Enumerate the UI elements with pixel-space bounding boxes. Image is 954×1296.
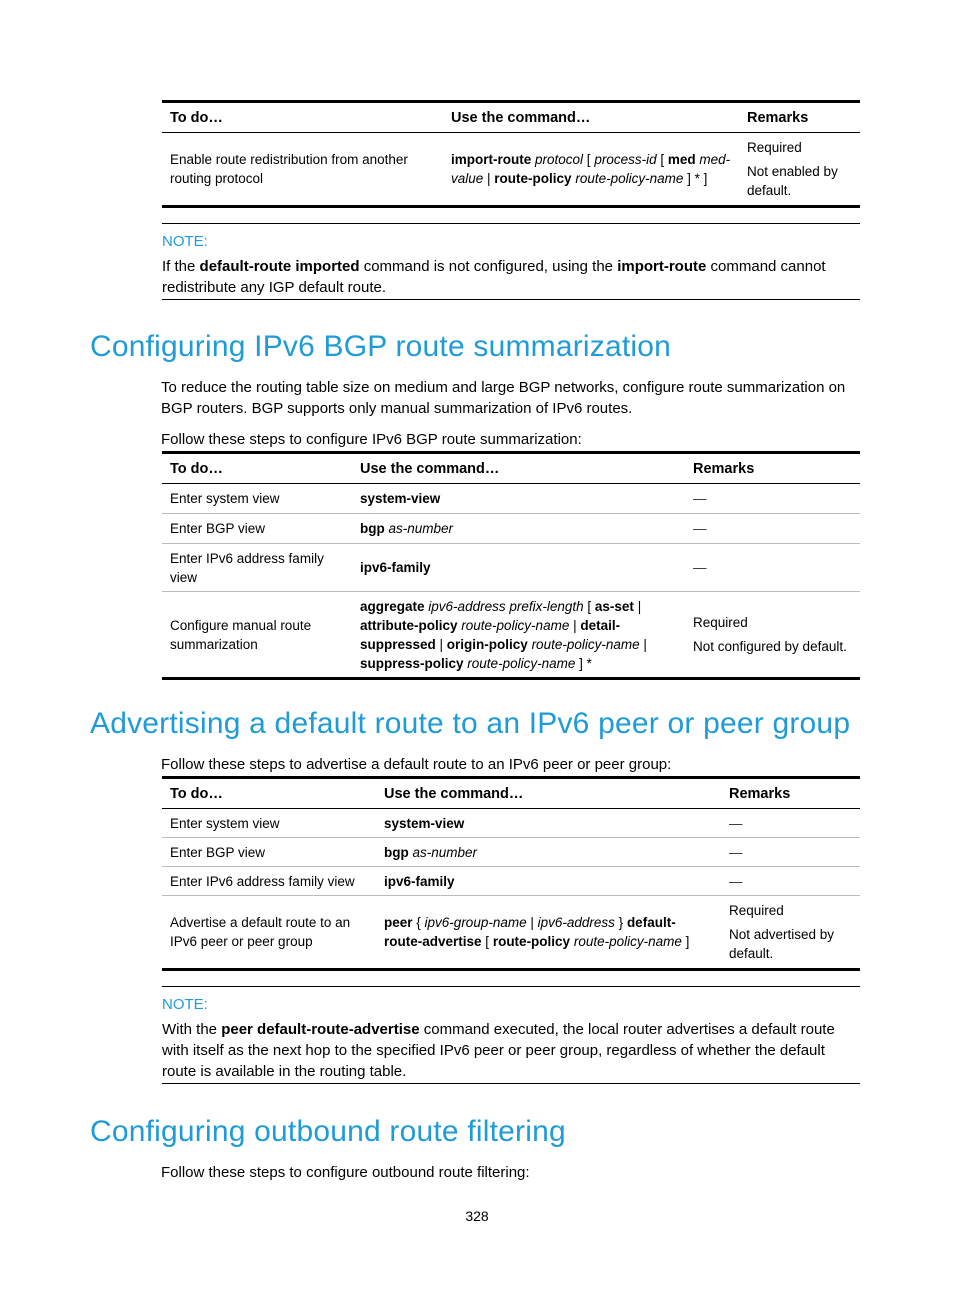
column-header-remarks: Remarks [739,102,860,133]
column-header-remarks: Remarks [685,453,860,484]
command-cell: ipv6-family [376,867,721,896]
note-box [162,986,860,1084]
note-text: If the default-route imported command is not configured, using the import-route command cannot redistribute any IGP default route. [162,258,826,296]
todo-cell: Advertise a default route to an IPv6 peer or peer group [170,915,351,949]
table-row [162,867,860,896]
steps-intro: Follow these steps to configure IPv6 BGP route summarization: [161,431,582,448]
remarks-cell [685,484,860,514]
command-cell: import-route protocol [ process-id [ med med-value | route-policy route-policy-name ] * ] [451,152,731,186]
column-header-command: Use the command… [443,102,739,133]
remark-text: Required [747,140,802,155]
table-route-summarization [162,451,860,680]
section-heading-route-summarization: Configuring IPv6 BGP route summarization [90,330,672,363]
section-heading-default-route: Advertising a default route to an IPv6 peer or peer group [90,707,851,740]
note-label: NOTE: [162,233,208,250]
remark-text: — [729,844,743,860]
steps-intro: Follow these steps to configure outbound route filtering: [161,1164,530,1181]
table-row [162,809,860,838]
remarks-cell [721,867,860,896]
remarks-cell [721,896,860,970]
column-header-command: Use the command… [376,778,721,809]
todo-cell: Enter system view [162,809,376,838]
note-text: With the peer default-route-advertise command executed, the local router advertises a default route with itself as the next hop to the specified IPv6 peer or peer group, regardless of whether the default route is available in the routing table. [162,1021,835,1080]
column-header-remarks: Remarks [721,778,860,809]
table-row [162,838,860,867]
page-number: 328 [465,1208,489,1224]
command-cell: bgp as-number [376,838,721,867]
table-import-route [162,100,860,208]
table-row [162,592,860,679]
remark-text: — [693,521,707,536]
command-cell: bgp as-number [352,514,685,544]
command-cell: aggregate ipv6-address prefix-length [ as-set | attribute-policy route-policy-name | detail-suppressed | origin-policy route-policy-name | suppress-policy route-policy-name ] * [360,598,647,671]
todo-cell: Enter IPv6 address family view [162,544,352,592]
table-row [162,514,860,544]
table-row [162,544,860,592]
remark-text: — [729,873,743,889]
command-cell: ipv6-family [352,544,685,592]
table-row [162,484,860,514]
intro-paragraph: To reduce the routing table size on medium and large BGP networks, configure route summarization on BGP routers. BGP supports only manual summarization of IPv6 routes. [161,379,846,417]
todo-cell: Enable route redistribution from another routing protocol [170,152,408,186]
todo-cell: Enter BGP view [162,838,376,867]
table-row [162,896,860,970]
remark-text: Not enabled by default. [747,164,838,198]
remarks-cell [685,592,860,679]
command-cell: peer { ipv6-group-name | ipv6-address } default-route-advertise [ route-policy route-policy-name ] [384,915,690,949]
table-row [162,133,860,207]
column-header-todo: To do… [162,453,352,484]
command-cell: system-view [352,484,685,514]
command-cell: system-view [376,809,721,838]
remarks-cell [721,838,860,867]
remarks-cell [721,809,860,838]
remark-text: — [729,815,743,831]
remarks-cell [685,514,860,544]
table-default-route [162,776,860,971]
remark-text: — [693,560,707,575]
todo-cell: Enter IPv6 address family view [162,867,376,896]
section-heading-outbound-filtering: Configuring outbound route filtering [90,1115,566,1148]
todo-cell: Configure manual route summarization [170,617,312,652]
note-box [162,223,860,300]
note-label: NOTE: [162,996,208,1013]
todo-cell: Enter system view [162,484,352,514]
steps-intro: Follow these steps to advertise a default route to an IPv6 peer or peer group: [161,756,672,773]
column-header-todo: To do… [162,102,443,133]
column-header-command: Use the command… [352,453,685,484]
remarks-cell [739,133,860,207]
column-header-todo: To do… [162,778,376,809]
remark-text: Not advertised by default. [729,927,835,961]
remark-text: Not configured by default. [693,639,847,654]
remark-text: — [693,491,707,506]
remarks-cell [685,544,860,592]
remark-text: Required [693,615,748,630]
todo-cell: Enter BGP view [162,514,352,544]
remark-text: Required [729,903,784,918]
